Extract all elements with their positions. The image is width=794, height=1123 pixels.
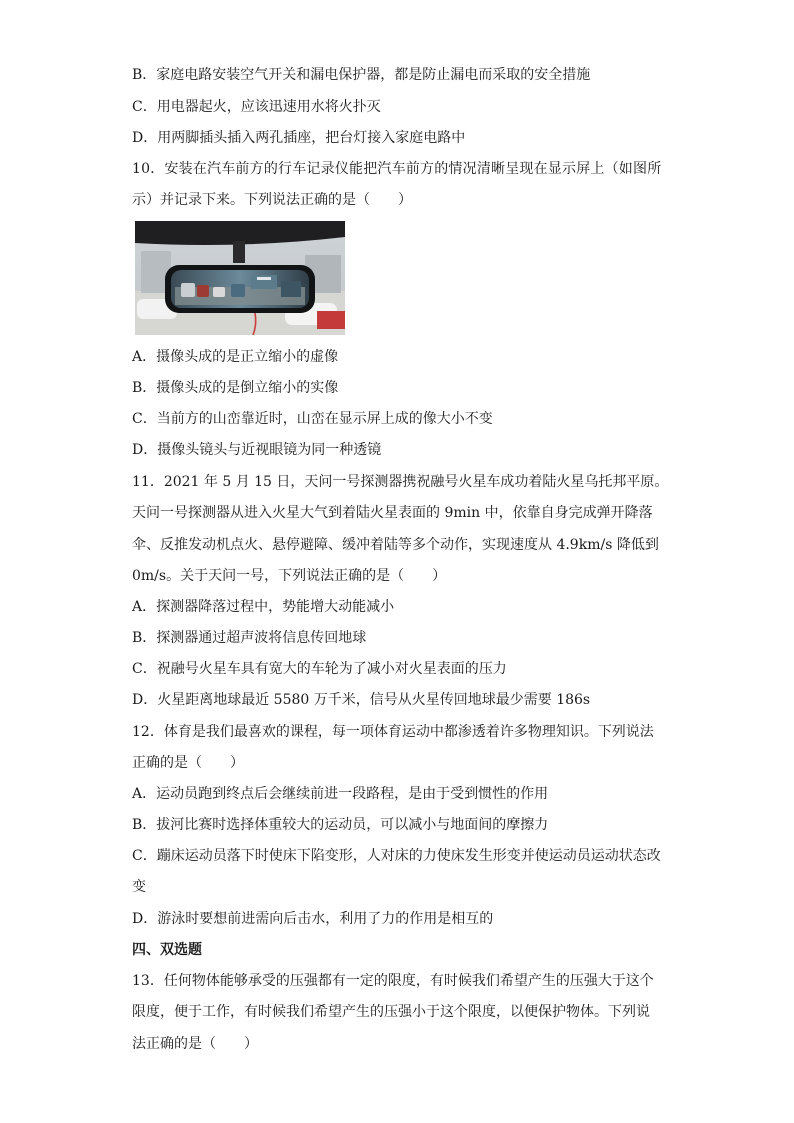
q13-stem-line-3: 法正确的是（ ） bbox=[132, 1036, 258, 1052]
q11-option-a: A．探测器降落过程中，势能增大动能减小 bbox=[132, 599, 395, 615]
q12-option-d: D．游泳时要想前进需向后击水，利用了力的作用是相互的 bbox=[132, 911, 494, 927]
q9-option-c: C．用电器起火，应该迅速用水将火扑灭 bbox=[132, 99, 381, 115]
q10-option-b: B．摄像头成的是倒立缩小的实像 bbox=[132, 380, 339, 396]
q11-stem-line-2: 天问一号探测器从进入火星大气到着陆火星表面的 9min 中，依靠自身完成弹开降落 bbox=[132, 505, 653, 521]
q12-option-b: B．拔河比赛时选择体重较大的运动员，可以减小与地面间的摩擦力 bbox=[132, 817, 549, 833]
dashcam-photo bbox=[135, 221, 345, 335]
q10-option-d: D．摄像头镜头与近视眼镜为同一种透镜 bbox=[132, 442, 382, 458]
q10-option-c: C．当前方的山峦靠近时，山峦在显示屏上成的像大小不变 bbox=[132, 411, 493, 427]
q13-stem-line-1: 13．任何物体能够承受的压强都有一定的限度，有时候我们希望产生的压强大于这个 bbox=[132, 973, 654, 989]
q11-option-b: B．探测器通过超声波将信息传回地球 bbox=[132, 630, 367, 646]
q12-stem-line-1: 12．体育是我们最喜欢的课程，每一项体育运动中都渗透着许多物理知识。下列说法 bbox=[132, 724, 654, 740]
q10-stem-line-1: 10．安装在汽车前方的行车记录仪能把汽车前方的情况清晰呈现在显示屏上（如图所 bbox=[132, 161, 662, 177]
q11-option-d: D．火星距离地球最近 5580 万千米，信号从火星传回地球最少需要 186s bbox=[132, 692, 591, 708]
dashcam-rearview-mirror-icon bbox=[135, 221, 345, 335]
q10-stem-line-2: 示）并记录下来。下列说法正确的是（ ） bbox=[132, 192, 412, 208]
section-heading-double-choice: 四、双选题 bbox=[132, 942, 202, 958]
q9-option-b: B．家庭电路安装空气开关和漏电保护器，都是防止漏电而采取的安全措施 bbox=[132, 67, 591, 83]
q11-option-c: C．祝融号火星车具有宽大的车轮为了减小对火星表面的压力 bbox=[132, 661, 507, 677]
q11-stem-line-4: 0m/s。关于天问一号，下列说法正确的是（ ） bbox=[132, 568, 447, 584]
q11-stem-line-1: 11．2021 年 5 月 15 日，天问一号探测器携祝融号火星车成功着陆火星乌托邦平原。 bbox=[132, 474, 669, 490]
q11-stem-line-3: 伞、反推发动机点火、悬停避障、缓冲着陆等多个动作，实现速度从 4.9km/s 降低到 bbox=[132, 537, 659, 553]
q12-option-c-line-2: 变 bbox=[132, 879, 146, 895]
q9-option-d: D．用两脚插头插入两孔插座，把台灯接入家庭电路中 bbox=[132, 130, 466, 146]
q12-stem-line-2: 正确的是（ ） bbox=[132, 755, 244, 771]
q10-option-a: A．摄像头成的是正立缩小的虚像 bbox=[132, 349, 339, 365]
q13-stem-line-2: 限度，便于工作，有时候我们希望产生的压强小于这个限度，以便保护物体。下列说 bbox=[132, 1004, 650, 1020]
q12-option-a: A．运动员跑到终点后会继续前进一段路程，是由于受到惯性的作用 bbox=[132, 786, 549, 802]
q12-option-c-line-1: C．蹦床运动员落下时使床下陷变形，人对床的力使床发生形变并使运动员运动状态改 bbox=[132, 848, 661, 864]
